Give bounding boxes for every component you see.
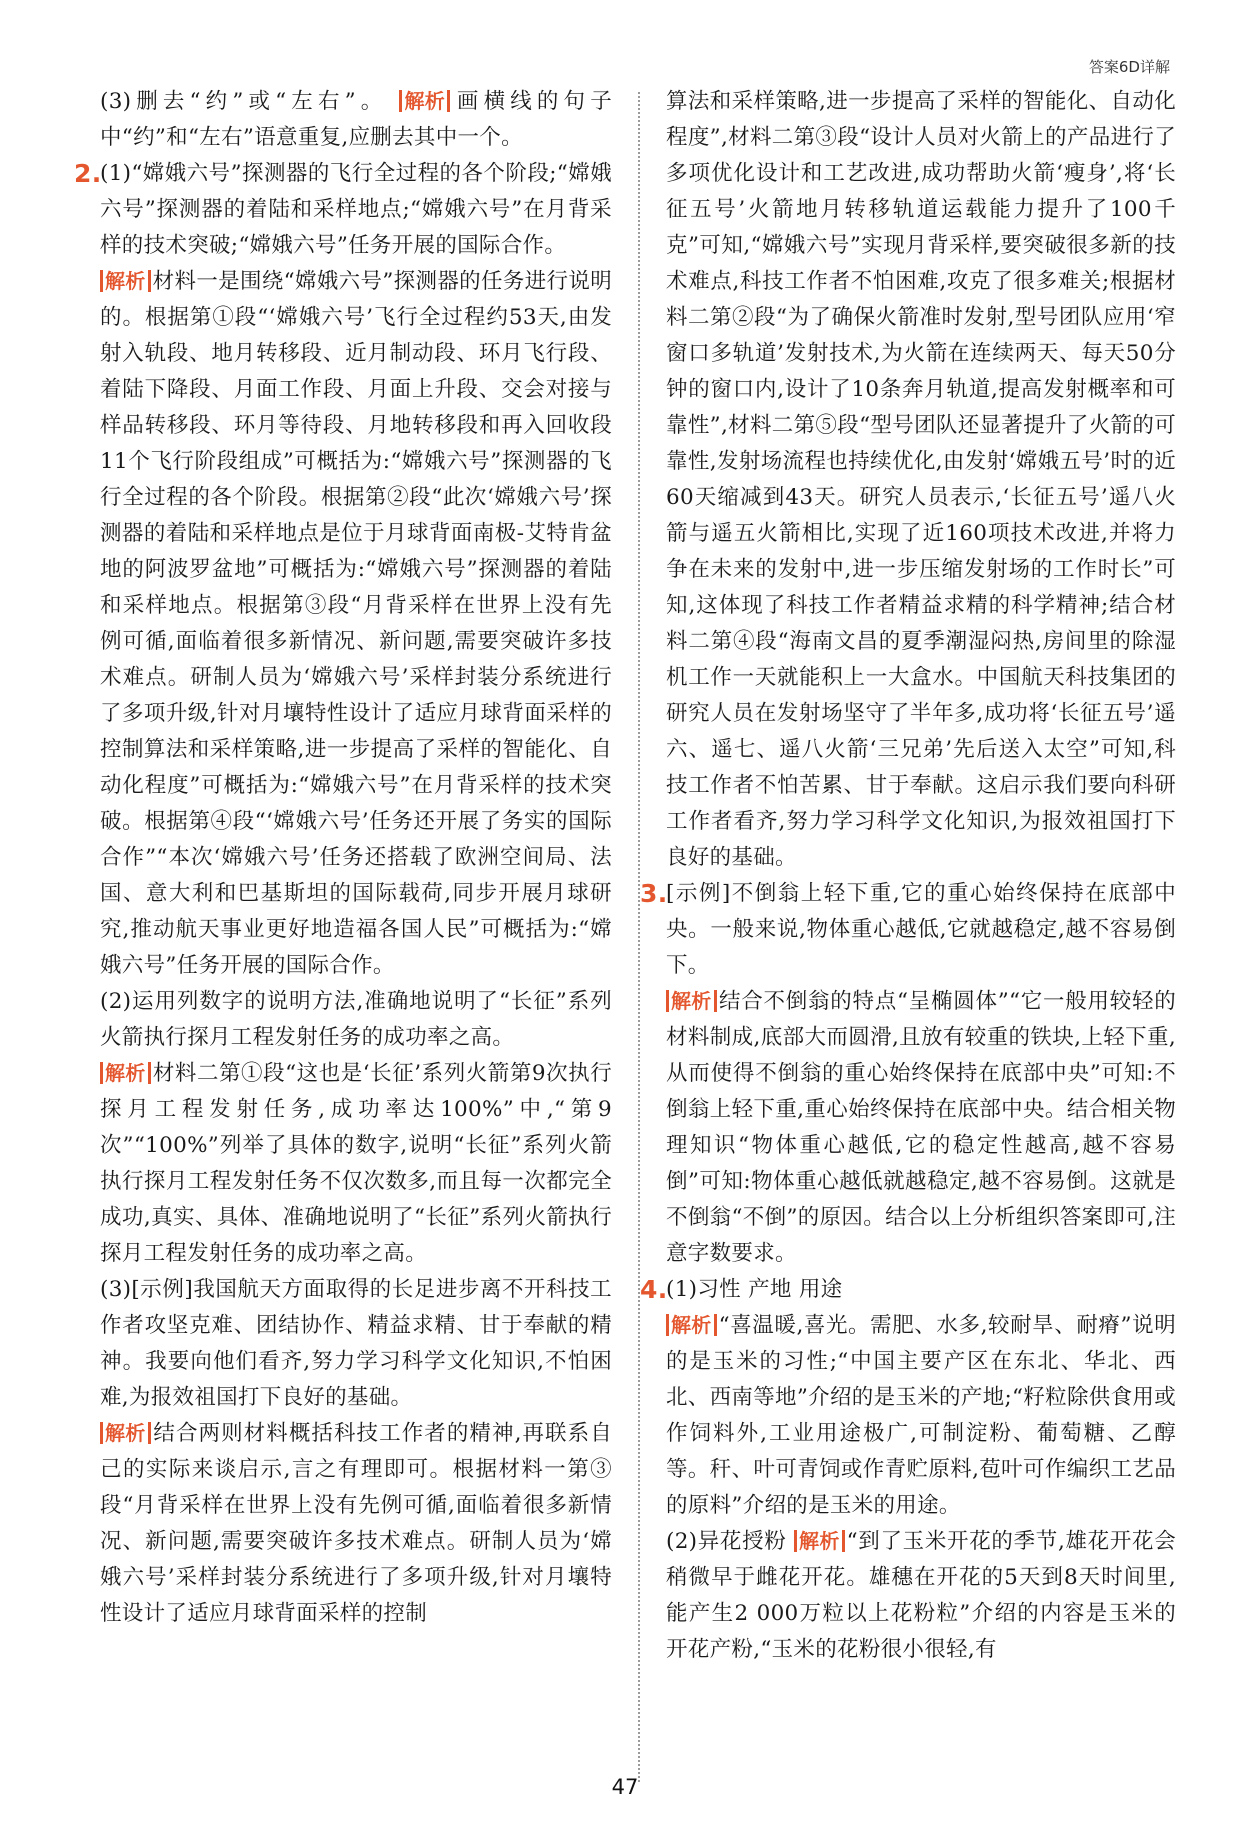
item-number: 3.: [640, 879, 668, 908]
analysis-tag: 解析: [399, 90, 450, 112]
item-2: [74, 156, 612, 264]
item4-answer2: [666, 1524, 1176, 1668]
item3-analysis: [666, 984, 1176, 1272]
analysis-tag: 解析: [100, 270, 151, 292]
item2-analysis1: [100, 264, 612, 984]
item1-part3-answer: (3)删去“约”或“左右”。: [100, 89, 388, 114]
item4-analysis1: [666, 1308, 1176, 1524]
analysis-tag: 解析: [666, 1314, 717, 1336]
item2-analysis3-text: 结合两则材料概括科技工作者的精神,再联系自己的实际来谈启示,言之有理即可。根据材料一第③段“月背采样在世界上没有先例可循,面临着很多新情况、新问题,需要突破许多技术难点。研制人员为‘嫦娥六号’采样封装分系统进行了多项升级,针对月壤特性设计了适应月球背面采样的控制: [100, 1421, 612, 1626]
item-3: [640, 876, 1176, 984]
analysis-tag: 解析: [100, 1422, 151, 1444]
item3-answer: [示例]不倒翁上轻下重,它的重心始终保持在底部中央。一般来说,物体重心越低,它就越稳定,越不容易倒下。: [666, 881, 1176, 978]
item2-analysis3: [100, 1416, 612, 1632]
left-column: [74, 84, 612, 1632]
analysis-tag: 解析: [794, 1530, 845, 1552]
column-divider: [638, 92, 640, 1782]
item2-analysis1-text: 材料一是围绕“嫦娥六号”探测器的任务进行说明的。根据第①段“‘嫦娥六号’飞行全过程约53天,由发射入轨段、地月转移段、近月制动段、环月飞行段、着陆下降段、月面工作段、月面上升段、交会对接与样品转移段、环月等待段、月地转移段和再入回收段11个飞行阶段组成”可概括为:“嫦娥六号”探测器的飞行全过程的各个阶段。根据第②段“此次‘嫦娥六号’探测器的着陆和采样地点是位于月球背面南极-艾特肯盆地的阿波罗盆地”可概括为:“嫦娥六号”探测器的着陆和采样地点。根据第③段“月背采样在世界上没有先例可循,面临着很多新情况、新问题,需要突破许多技术难点。研制人员为‘嫦娥六号’采样封装分系统进行了多项升级,针对月壤特性设计了适应月球背面采样的控制算法和采样策略,进一步提高了采样的智能化、自动化程度”可概括为:“嫦娥六号”在月背采样的技术突破。根据第④段“‘嫦娥六号’任务还开展了务实的国际合作”“本次‘嫦娥六号’任务还搭载了欧洲空间局、法国、意大利和巴基斯坦的国际载荷,同步开展月球研究,推动航天事业更好地造福各国人民”可概括为:“嫦娥六号”任务开展的国际合作。: [100, 269, 612, 978]
item3-analysis-text: 结合不倒翁的特点“呈椭圆体”“它一般用较轻的材料制成,底部大而圆滑,且放有较重的铁块,上轻下重,从而使得不倒翁的重心始终保持在底部中央”可知:不倒翁上轻下重,重心始终保持在底部中央。结合相关物理知识“物体重心越低,它的稳定性越高,越不容易倒”可知:物体重心越低就越稳定,越不容易倒。这就是不倒翁“不倒”的原因。结合以上分析组织答案即可,注意字数要求。: [666, 989, 1176, 1266]
item2-answer2: (2)运用列数字的说明方法,准确地说明了“长征”系列火箭执行探月工程发射任务的成功率之高。: [100, 989, 612, 1050]
item2-analysis2: [100, 1056, 612, 1272]
analysis-tag: 解析: [100, 1062, 151, 1084]
item2-analysis3-continued: 算法和采样策略,进一步提高了采样的智能化、自动化程度”,材料二第③段“设计人员对火箭上的产品进行了多项优化设计和工艺改进,成功帮助火箭‘瘦身’,将‘长征五号’火箭地月转移轨道运载能力提升了100千克”可知,“嫦娥六号”实现月背采样,要突破很多新的技术难点,科技工作者不怕困难,攻克了很多难关;根据材料二第②段“为了确保火箭准时发射,型号团队应用‘窄窗口多轨道’发射技术,为火箭在连续两天、每天50分钟的窗口内,设计了10条奔月轨道,提高发射概率和可靠性”,材料二第⑤段“型号团队还显著提升了火箭的可靠性,发射场流程也持续优化,由发射‘嫦娥五号’时的近60天缩减到43天。研究人员表示,‘长征五号’遥八火箭与遥五火箭相比,实现了近160项技术改进,并将力争在未来的发射中,进一步压缩发射场的工作时长”可知,这体现了科技工作者精益求精的科学精神;结合材料二第④段“海南文昌的夏季潮湿闷热,房间里的除湿机工作一天就能积上一大盒水。中国航天科技集团的研究人员在发射场坚守了半年多,成功将‘长征五号’遥六、遥七、遥八火箭‘三兄弟’先后送入太空”可知,科技工作者不怕苦累、甘于奉献。这启示我们要向科研工作者看齐,努力学习科学文化知识,为报效祖国打下良好的基础。: [666, 89, 1176, 870]
item4-answer1: (1)习性 产地 用途: [666, 1277, 843, 1302]
item-number: 4.: [640, 1275, 668, 1304]
analysis-tag: 解析: [666, 990, 717, 1012]
item4-analysis1-text: “喜温暖,喜光。需肥、水多,较耐旱、耐瘠”说明的是玉米的习性;“中国主要产区在东北、华北、西北、西南等地”介绍的是玉米的产地;“籽粒除供食用或作饲料外,工业用途极广,可制淀粉、葡萄糖、乙醇等。秆、叶可青饲或作青贮原料,苞叶可作编织工艺品的原料”介绍的是玉米的用途。: [666, 1313, 1176, 1518]
page-number: 47: [611, 1775, 639, 1799]
item1-part3-analysis: 画横线的句子中“约”和“左右”语意重复,应删去其中一个。: [100, 89, 612, 150]
right-column: [640, 84, 1176, 1668]
item2-analysis2-text: 材料二第①段“这也是‘长征’系列火箭第9次执行探月工程发射任务,成功率达100%”中,“第9次”“100%”列举了具体的数字,说明“长征”系列火箭执行探月工程发射任务不仅次数多,而且每一次都完全成功,真实、具体、准确地说明了“长征”系列火箭执行探月工程发射任务的成功率之高。: [100, 1061, 612, 1266]
item-number: 2.: [74, 159, 102, 188]
item-4: [640, 1272, 1176, 1308]
item4-answer2-text: (2)异花授粉: [666, 1529, 787, 1554]
item2-answer3: (3)[示例]我国航天方面取得的长足进步离不开科技工作者攻坚克难、团结协作、精益求精、甘于奉献的精神。我要向他们看齐,努力学习科学文化知识,不怕困难,为报效祖国打下良好的基础。: [100, 1277, 612, 1410]
item1-part3: [100, 84, 612, 156]
item4-analysis2-text: “到了玉米开花的季节,雄花开花会稍微早于雌花开花。雄穗在开花的5天到8天时间里,能产生2 000万粒以上花粉粒”介绍的内容是玉米的开花产粉,“玉米的花粉很小很轻,有: [666, 1529, 1176, 1662]
item2-answer1: (1)“嫦娥六号”探测器的飞行全过程的各个阶段;“嫦娥六号”探测器的着陆和采样地点;“嫦娥六号”在月背采样的技术突破;“嫦娥六号”任务开展的国际合作。: [100, 161, 612, 258]
header-title: 答案6D详解: [1088, 58, 1170, 76]
